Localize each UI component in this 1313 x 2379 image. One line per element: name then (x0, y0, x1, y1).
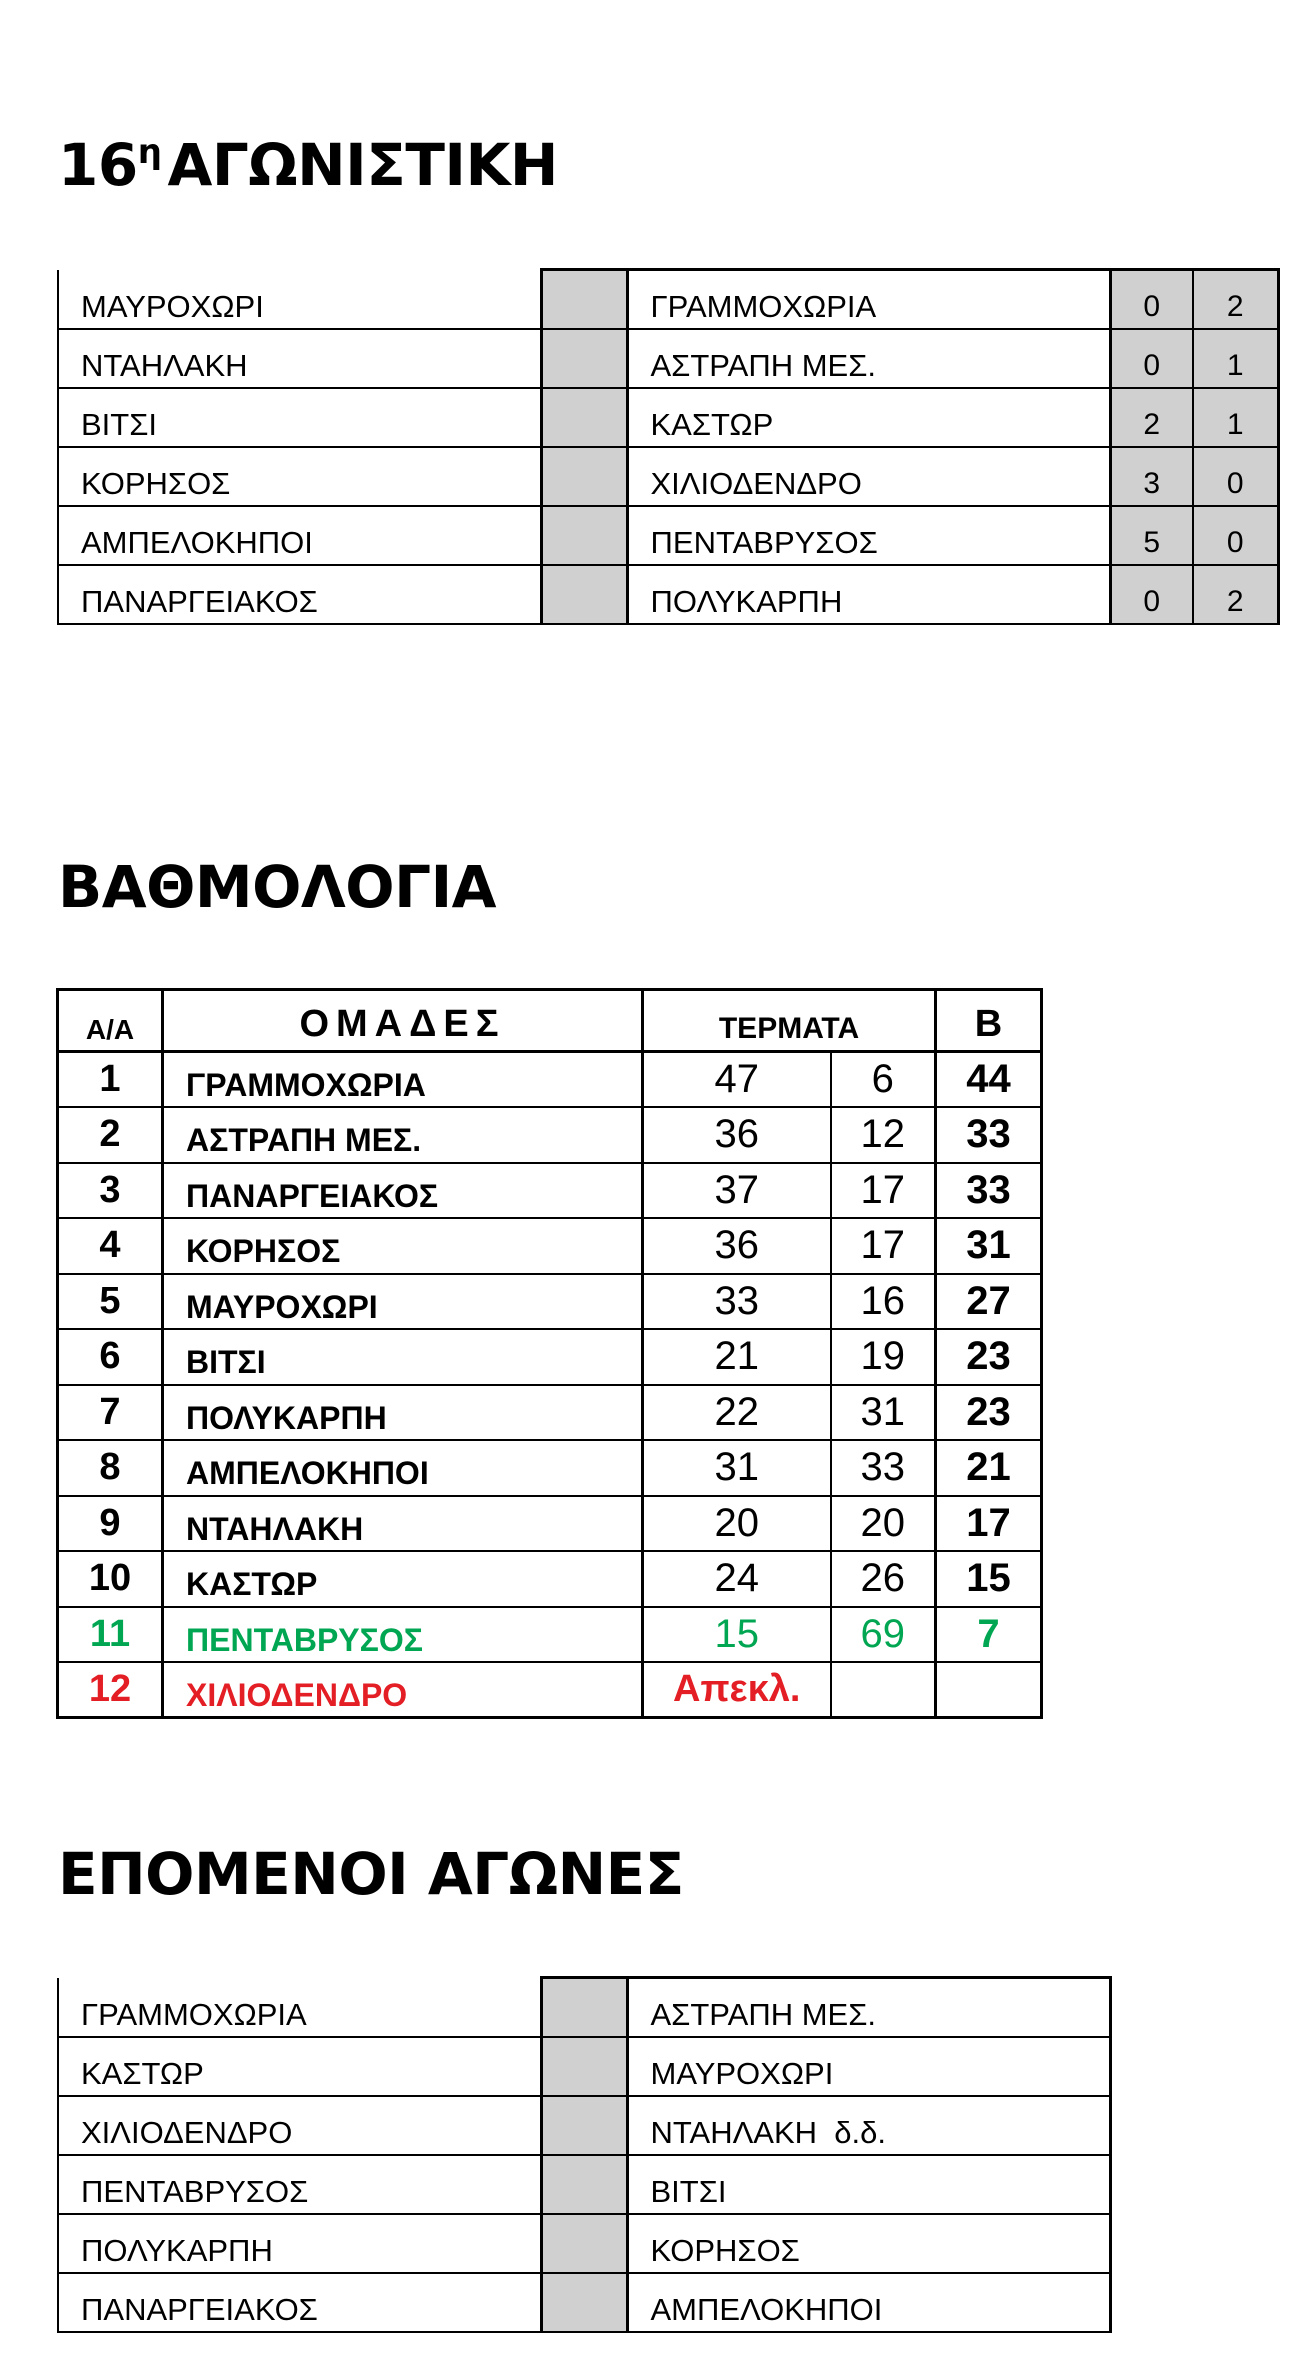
results-heading (58, 131, 558, 199)
upcoming-row (58, 2155, 1110, 2214)
position: 9 (58, 1496, 163, 1552)
standings-row (58, 1329, 1042, 1385)
goals-against (831, 1662, 936, 1718)
away-team: ΑΣΤΡΑΠΗ ΜΕΣ. (627, 1978, 1110, 2037)
team-name: ΠΕΝΤΑΒΡΥΣΟΣ (163, 1607, 643, 1663)
goals-for: 22 (643, 1385, 831, 1441)
standings-row (58, 1218, 1042, 1274)
points: 27 (936, 1274, 1042, 1330)
goals-against: 69 (831, 1607, 936, 1663)
home-team: ΚΟΡΗΣΟΣ (58, 447, 541, 506)
team-name: ΒΙΤΣΙ (163, 1329, 643, 1385)
home-goals: 2 (1110, 388, 1193, 447)
standings-row (58, 1496, 1042, 1552)
away-goals: 2 (1193, 270, 1278, 329)
goals-for: 20 (643, 1496, 831, 1552)
upcoming-row (58, 1978, 1110, 2037)
upcoming-row (58, 2096, 1110, 2155)
goals-for: 15 (643, 1607, 831, 1663)
team-name: ΠΑΝΑΡΓΕΙΑΚΟΣ (163, 1163, 643, 1219)
home-goals: 0 (1110, 329, 1193, 388)
standings-table (56, 988, 1043, 1719)
result-row (58, 270, 1278, 329)
points: 33 (936, 1107, 1042, 1163)
position: 2 (58, 1107, 163, 1163)
home-team: ΓΡΑΜΜΟΧΩΡΙΑ (58, 1978, 541, 2037)
goals-against: 16 (831, 1274, 936, 1330)
header-position: Α/Α (58, 990, 163, 1052)
standings-row (58, 1274, 1042, 1330)
header-goals: ΤΕΡΜΑΤΑ (643, 990, 936, 1052)
team-name: ΧΙΛΙΟΔΕΝΔΡΟ (163, 1662, 643, 1718)
home-team: ΠΟΛΥΚΑΡΠΗ (58, 2214, 541, 2273)
position: 1 (58, 1052, 163, 1108)
goals-against: 33 (831, 1440, 936, 1496)
results-heading-number: 16 (58, 131, 138, 199)
team-name: ΜΑΥΡΟΧΩΡΙ (163, 1274, 643, 1330)
goals-for: 21 (643, 1329, 831, 1385)
standings-header-row (58, 990, 1042, 1052)
team-name: ΠΟΛΥΚΑΡΠΗ (163, 1385, 643, 1441)
home-team: ΠΑΝΑΡΓΕΙΑΚΟΣ (58, 2273, 541, 2332)
header-points: Β (936, 990, 1042, 1052)
upcoming-row (58, 2273, 1110, 2332)
goals-against: 12 (831, 1107, 936, 1163)
points: 23 (936, 1385, 1042, 1441)
standings-row (58, 1551, 1042, 1607)
goals-against: 6 (831, 1052, 936, 1108)
away-goals: 1 (1193, 329, 1278, 388)
separator-cell (541, 270, 627, 329)
separator-cell (541, 2273, 627, 2332)
standings-row (58, 1440, 1042, 1496)
points: 7 (936, 1607, 1042, 1663)
away-team: ΜΑΥΡΟΧΩΡΙ (627, 2037, 1110, 2096)
goals-for: 36 (643, 1107, 831, 1163)
goals-against: 31 (831, 1385, 936, 1441)
home-team: ΠΑΝΑΡΓΕΙΑΚΟΣ (58, 565, 541, 624)
header-teams: ΟΜΑΔΕΣ (163, 990, 643, 1052)
home-team: ΧΙΛΙΟΔΕΝΔΡΟ (58, 2096, 541, 2155)
away-team: ΧΙΛΙΟΔΕΝΔΡΟ (627, 447, 1110, 506)
goals-against: 19 (831, 1329, 936, 1385)
home-goals: 5 (1110, 506, 1193, 565)
separator-cell (541, 388, 627, 447)
team-name: ΑΣΤΡΑΠΗ ΜΕΣ. (163, 1107, 643, 1163)
away-team: ΒΙΤΣΙ (627, 2155, 1110, 2214)
points: 33 (936, 1163, 1042, 1219)
separator-cell (541, 2037, 627, 2096)
separator-cell (541, 565, 627, 624)
points (936, 1662, 1042, 1718)
away-team: ΠΕΝΤΑΒΡΥΣΟΣ (627, 506, 1110, 565)
position: 6 (58, 1329, 163, 1385)
goals-for: 24 (643, 1551, 831, 1607)
away-team: ΝΤΑΗΛΑΚΗ δ.δ. (627, 2096, 1110, 2155)
away-team: ΑΣΤΡΑΠΗ ΜΕΣ. (627, 329, 1110, 388)
away-goals: 2 (1193, 565, 1278, 624)
result-row (58, 329, 1278, 388)
result-row (58, 506, 1278, 565)
standings-row (58, 1385, 1042, 1441)
upcoming-row (58, 2214, 1110, 2273)
points: 44 (936, 1052, 1042, 1108)
away-team: ΚΟΡΗΣΟΣ (627, 2214, 1110, 2273)
position: 8 (58, 1440, 163, 1496)
results-heading-sup: η (137, 132, 162, 172)
away-goals: 1 (1193, 388, 1278, 447)
home-goals: 0 (1110, 565, 1193, 624)
standings-row (58, 1163, 1042, 1219)
separator-cell (541, 447, 627, 506)
goals-against: 20 (831, 1496, 936, 1552)
away-team: ΓΡΑΜΜΟΧΩΡΙΑ (627, 270, 1110, 329)
upcoming-row (58, 2037, 1110, 2096)
goals-against: 17 (831, 1218, 936, 1274)
goals-for: 47 (643, 1052, 831, 1108)
team-name: ΓΡΑΜΜΟΧΩΡΙΑ (163, 1052, 643, 1108)
position: 11 (58, 1607, 163, 1663)
standings-row (58, 1607, 1042, 1663)
separator-cell (541, 506, 627, 565)
points: 15 (936, 1551, 1042, 1607)
team-name: ΝΤΑΗΛΑΚΗ (163, 1496, 643, 1552)
goals-against: 26 (831, 1551, 936, 1607)
goals-for: 33 (643, 1274, 831, 1330)
separator-cell (541, 1978, 627, 2037)
position: 5 (58, 1274, 163, 1330)
team-name: ΚΑΣΤΩΡ (163, 1551, 643, 1607)
points: 17 (936, 1496, 1042, 1552)
away-team: ΚΑΣΤΩΡ (627, 388, 1110, 447)
away-goals: 0 (1193, 506, 1278, 565)
home-team: ΜΑΥΡΟΧΩΡΙ (58, 270, 541, 329)
home-goals: 3 (1110, 447, 1193, 506)
standings-heading: ΒΑΘΜΟΛΟΓΙΑ (58, 853, 497, 921)
results-heading-text: ΑΓΩΝΙΣΤΙΚΗ (167, 131, 558, 199)
status-note: Απεκλ. (643, 1662, 831, 1718)
position: 10 (58, 1551, 163, 1607)
away-team: ΠΟΛΥΚΑΡΠΗ (627, 565, 1110, 624)
result-row (58, 388, 1278, 447)
position: 7 (58, 1385, 163, 1441)
points: 21 (936, 1440, 1042, 1496)
separator-cell (541, 2096, 627, 2155)
home-team: ΠΕΝΤΑΒΡΥΣΟΣ (58, 2155, 541, 2214)
standings-row (58, 1107, 1042, 1163)
upcoming-table (57, 1976, 1112, 2333)
results-table (57, 268, 1280, 625)
position: 3 (58, 1163, 163, 1219)
position: 12 (58, 1662, 163, 1718)
separator-cell (541, 329, 627, 388)
points: 31 (936, 1218, 1042, 1274)
team-name: ΑΜΠΕΛΟΚΗΠΟΙ (163, 1440, 643, 1496)
goals-for: 31 (643, 1440, 831, 1496)
home-team: ΝΤΑΗΛΑΚΗ (58, 329, 541, 388)
standings-row (58, 1052, 1042, 1108)
away-team: ΑΜΠΕΛΟΚΗΠΟΙ (627, 2273, 1110, 2332)
home-team: ΚΑΣΤΩΡ (58, 2037, 541, 2096)
team-name: ΚΟΡΗΣΟΣ (163, 1218, 643, 1274)
separator-cell (541, 2214, 627, 2273)
points: 23 (936, 1329, 1042, 1385)
home-team: ΑΜΠΕΛΟΚΗΠΟΙ (58, 506, 541, 565)
goals-for: 37 (643, 1163, 831, 1219)
home-goals: 0 (1110, 270, 1193, 329)
result-row (58, 447, 1278, 506)
position: 4 (58, 1218, 163, 1274)
goals-against: 17 (831, 1163, 936, 1219)
goals-for: 36 (643, 1218, 831, 1274)
away-goals: 0 (1193, 447, 1278, 506)
standings-row (58, 1662, 1042, 1718)
result-row (58, 565, 1278, 624)
separator-cell (541, 2155, 627, 2214)
home-team: ΒΙΤΣΙ (58, 388, 541, 447)
upcoming-heading: ΕΠΟΜΕΝΟΙ ΑΓΩΝΕΣ (58, 1840, 684, 1908)
